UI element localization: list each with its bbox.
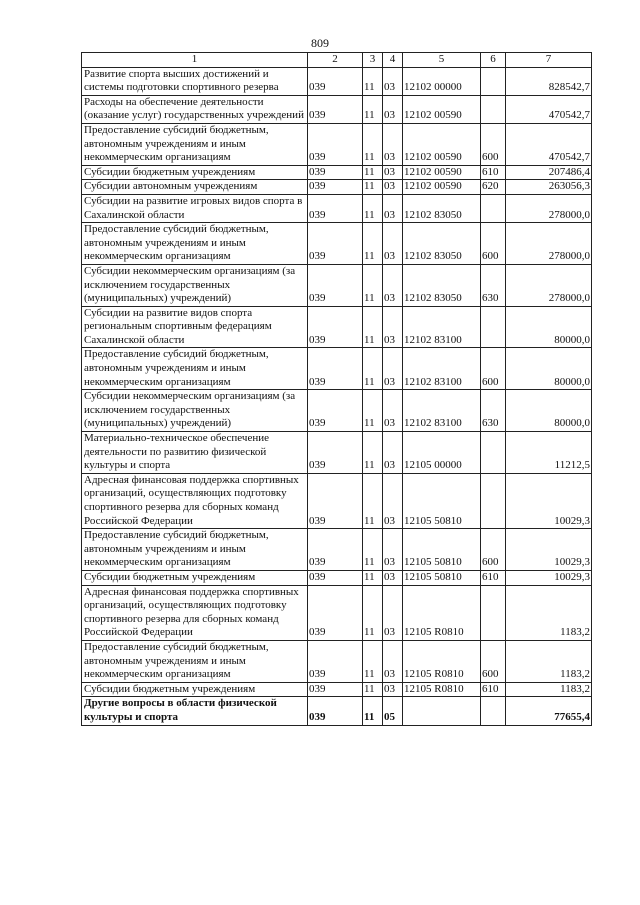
subsection-code-cell: 03 <box>383 390 403 432</box>
target-article-code-cell: 12105 50810 <box>403 529 481 571</box>
header-cell-3: 3 <box>363 53 383 68</box>
table-row <box>82 123 592 165</box>
expense-type-code-cell: 600 <box>481 640 506 682</box>
table-row <box>82 473 592 528</box>
expense-type-code-cell: 610 <box>481 165 506 180</box>
ministry-code-cell: 039 <box>308 194 363 222</box>
header-cell-7: 7 <box>506 53 592 68</box>
table-row <box>82 306 592 348</box>
target-article-code-cell: 12105 R0810 <box>403 585 481 640</box>
section-code-cell: 11 <box>363 348 383 390</box>
section-code-cell: 11 <box>363 682 383 697</box>
subsection-code-cell: 03 <box>383 640 403 682</box>
amount-cell: 10029,3 <box>506 473 592 528</box>
ministry-code-cell: 039 <box>308 264 363 306</box>
expense-name-cell: Субсидии бюджетным учреждениям <box>82 570 308 585</box>
amount-cell: 80000,0 <box>506 306 592 348</box>
expense-name-cell: Субсидии бюджетным учреждениям <box>82 682 308 697</box>
subsection-code-cell: 03 <box>383 165 403 180</box>
expense-name-cell: Расходы на обеспечение деятельности (оказание услуг) государственных учреждений <box>82 95 308 123</box>
section-code-cell: 11 <box>363 390 383 432</box>
expense-name-cell: Субсидии на развитие игровых видов спорта в Сахалинской области <box>82 194 308 222</box>
expense-name-cell: Развитие спорта высших достижений и системы подготовки спортивного резерва <box>82 67 308 95</box>
target-article-code-cell: 12102 83050 <box>403 223 481 265</box>
subsection-code-cell: 03 <box>383 95 403 123</box>
expense-type-code-cell: 630 <box>481 264 506 306</box>
expense-type-code-cell: 600 <box>481 123 506 165</box>
table-row <box>82 348 592 390</box>
ministry-code-cell: 039 <box>308 348 363 390</box>
section-code-cell: 11 <box>363 194 383 222</box>
expense-type-code-cell <box>481 585 506 640</box>
table-row <box>82 529 592 571</box>
ministry-code-cell: 039 <box>308 67 363 95</box>
subsection-code-cell: 03 <box>383 123 403 165</box>
target-article-code-cell: 12102 00590 <box>403 95 481 123</box>
subsection-code-cell: 05 <box>383 697 403 725</box>
expense-type-code-cell <box>481 95 506 123</box>
subsection-code-cell: 03 <box>383 67 403 95</box>
subsection-code-cell: 03 <box>383 529 403 571</box>
table-row <box>82 223 592 265</box>
expense-type-code-cell: 610 <box>481 570 506 585</box>
target-article-code-cell: 12102 00590 <box>403 180 481 195</box>
target-article-code-cell: 12105 R0810 <box>403 682 481 697</box>
expense-name-cell: Предоставление субсидий бюджетным, автономным учреждениям и иным некоммерческим организациям <box>82 123 308 165</box>
amount-cell: 10029,3 <box>506 529 592 571</box>
target-article-code-cell: 12102 83100 <box>403 306 481 348</box>
target-article-code-cell: 12102 83100 <box>403 348 481 390</box>
target-article-code-cell: 12102 83100 <box>403 390 481 432</box>
amount-cell: 77655,4 <box>506 697 592 725</box>
subsection-code-cell: 03 <box>383 180 403 195</box>
expense-type-code-cell <box>481 473 506 528</box>
target-article-code-cell: 12102 83050 <box>403 194 481 222</box>
expense-name-cell: Предоставление субсидий бюджетным, автономным учреждениям и иным некоммерческим организациям <box>82 640 308 682</box>
section-code-cell: 11 <box>363 306 383 348</box>
table-row <box>82 682 592 697</box>
table-row <box>82 165 592 180</box>
amount-cell: 10029,3 <box>506 570 592 585</box>
expense-type-code-cell: 600 <box>481 223 506 265</box>
expense-name-cell: Адресная финансовая поддержка спортивных организаций, осуществляющих подготовку спортивного резерва для сборных команд Российской Федерации <box>82 585 308 640</box>
budget-table <box>81 52 592 726</box>
amount-cell: 278000,0 <box>506 223 592 265</box>
expense-type-code-cell <box>481 306 506 348</box>
subsection-code-cell: 03 <box>383 432 403 474</box>
ministry-code-cell: 039 <box>308 223 363 265</box>
expense-name-cell: Адресная финансовая поддержка спортивных организаций, осуществляющих подготовку спортивного резерва для сборных команд Российской Федерации <box>82 473 308 528</box>
ministry-code-cell: 039 <box>308 432 363 474</box>
section-code-cell: 11 <box>363 223 383 265</box>
section-code-cell: 11 <box>363 95 383 123</box>
ministry-code-cell: 039 <box>308 306 363 348</box>
table-row <box>82 585 592 640</box>
table-row <box>82 697 592 725</box>
ministry-code-cell: 039 <box>308 390 363 432</box>
subsection-code-cell: 03 <box>383 682 403 697</box>
expense-type-code-cell: 600 <box>481 529 506 571</box>
header-cell-2: 2 <box>308 53 363 68</box>
target-article-code-cell <box>403 697 481 725</box>
table-row <box>82 95 592 123</box>
table-body <box>82 67 592 725</box>
table-row <box>82 67 592 95</box>
table-row <box>82 432 592 474</box>
section-code-cell: 11 <box>363 67 383 95</box>
amount-cell: 278000,0 <box>506 264 592 306</box>
section-code-cell: 11 <box>363 180 383 195</box>
target-article-code-cell: 12102 00000 <box>403 67 481 95</box>
expense-name-cell: Другие вопросы в области физической культуры и спорта <box>82 697 308 725</box>
amount-cell: 80000,0 <box>506 390 592 432</box>
expense-name-cell: Субсидии некоммерческим организациям (за исключением государственных (муниципальных) учреждений) <box>82 390 308 432</box>
ministry-code-cell: 039 <box>308 473 363 528</box>
expense-type-code-cell <box>481 432 506 474</box>
table-row <box>82 570 592 585</box>
section-code-cell: 11 <box>363 585 383 640</box>
ministry-code-cell: 039 <box>308 165 363 180</box>
ministry-code-cell: 039 <box>308 180 363 195</box>
amount-cell: 1183,2 <box>506 682 592 697</box>
amount-cell: 470542,7 <box>506 123 592 165</box>
page-number: 809 <box>311 36 329 50</box>
table-row <box>82 264 592 306</box>
expense-type-code-cell: 610 <box>481 682 506 697</box>
ministry-code-cell: 039 <box>308 123 363 165</box>
ministry-code-cell: 039 <box>308 640 363 682</box>
ministry-code-cell: 039 <box>308 570 363 585</box>
header-cell-1: 1 <box>82 53 308 68</box>
subsection-code-cell: 03 <box>383 306 403 348</box>
expense-type-code-cell: 620 <box>481 180 506 195</box>
ministry-code-cell: 039 <box>308 697 363 725</box>
amount-cell: 828542,7 <box>506 67 592 95</box>
expense-type-code-cell: 600 <box>481 348 506 390</box>
ministry-code-cell: 039 <box>308 585 363 640</box>
section-code-cell: 11 <box>363 264 383 306</box>
subsection-code-cell: 03 <box>383 348 403 390</box>
expense-type-code-cell <box>481 697 506 725</box>
expense-name-cell: Предоставление субсидий бюджетным, автономным учреждениям и иным некоммерческим организациям <box>82 223 308 265</box>
section-code-cell: 11 <box>363 473 383 528</box>
subsection-code-cell: 03 <box>383 473 403 528</box>
amount-cell: 80000,0 <box>506 348 592 390</box>
target-article-code-cell: 12102 00590 <box>403 165 481 180</box>
ministry-code-cell: 039 <box>308 529 363 571</box>
ministry-code-cell: 039 <box>308 682 363 697</box>
section-code-cell: 11 <box>363 640 383 682</box>
amount-cell: 11212,5 <box>506 432 592 474</box>
header-cell-5: 5 <box>403 53 481 68</box>
target-article-code-cell: 12102 83050 <box>403 264 481 306</box>
header-cell-6: 6 <box>481 53 506 68</box>
expense-type-code-cell: 630 <box>481 390 506 432</box>
amount-cell: 470542,7 <box>506 95 592 123</box>
header-cell-4: 4 <box>383 53 403 68</box>
subsection-code-cell: 03 <box>383 570 403 585</box>
target-article-code-cell: 12102 00590 <box>403 123 481 165</box>
table-header <box>82 53 592 68</box>
section-code-cell: 11 <box>363 123 383 165</box>
target-article-code-cell: 12105 R0810 <box>403 640 481 682</box>
section-code-cell: 11 <box>363 570 383 585</box>
expense-name-cell: Субсидии некоммерческим организациям (за исключением государственных (муниципальных) учреждений) <box>82 264 308 306</box>
expense-type-code-cell <box>481 194 506 222</box>
expense-name-cell: Предоставление субсидий бюджетным, автономным учреждениям и иным некоммерческим организациям <box>82 529 308 571</box>
amount-cell: 278000,0 <box>506 194 592 222</box>
amount-cell: 1183,2 <box>506 585 592 640</box>
section-code-cell: 11 <box>363 165 383 180</box>
expense-name-cell: Субсидии на развитие видов спорта региональным спортивным федерациям Сахалинской области <box>82 306 308 348</box>
table-row <box>82 180 592 195</box>
table-row <box>82 194 592 222</box>
table-row <box>82 640 592 682</box>
section-code-cell: 11 <box>363 529 383 571</box>
table-row <box>82 390 592 432</box>
subsection-code-cell: 03 <box>383 585 403 640</box>
section-code-cell: 11 <box>363 432 383 474</box>
expense-name-cell: Субсидии автономным учреждениям <box>82 180 308 195</box>
amount-cell: 1183,2 <box>506 640 592 682</box>
ministry-code-cell: 039 <box>308 95 363 123</box>
amount-cell: 263056,3 <box>506 180 592 195</box>
target-article-code-cell: 12105 00000 <box>403 432 481 474</box>
subsection-code-cell: 03 <box>383 194 403 222</box>
subsection-code-cell: 03 <box>383 264 403 306</box>
expense-name-cell: Материально-техническое обеспечение деятельности по развитию физической культуры и спорта <box>82 432 308 474</box>
expense-name-cell: Предоставление субсидий бюджетным, автономным учреждениям и иным некоммерческим организациям <box>82 348 308 390</box>
amount-cell: 207486,4 <box>506 165 592 180</box>
section-code-cell: 11 <box>363 697 383 725</box>
subsection-code-cell: 03 <box>383 223 403 265</box>
header-row <box>82 53 592 68</box>
target-article-code-cell: 12105 50810 <box>403 570 481 585</box>
expense-type-code-cell <box>481 67 506 95</box>
expense-name-cell: Субсидии бюджетным учреждениям <box>82 165 308 180</box>
target-article-code-cell: 12105 50810 <box>403 473 481 528</box>
